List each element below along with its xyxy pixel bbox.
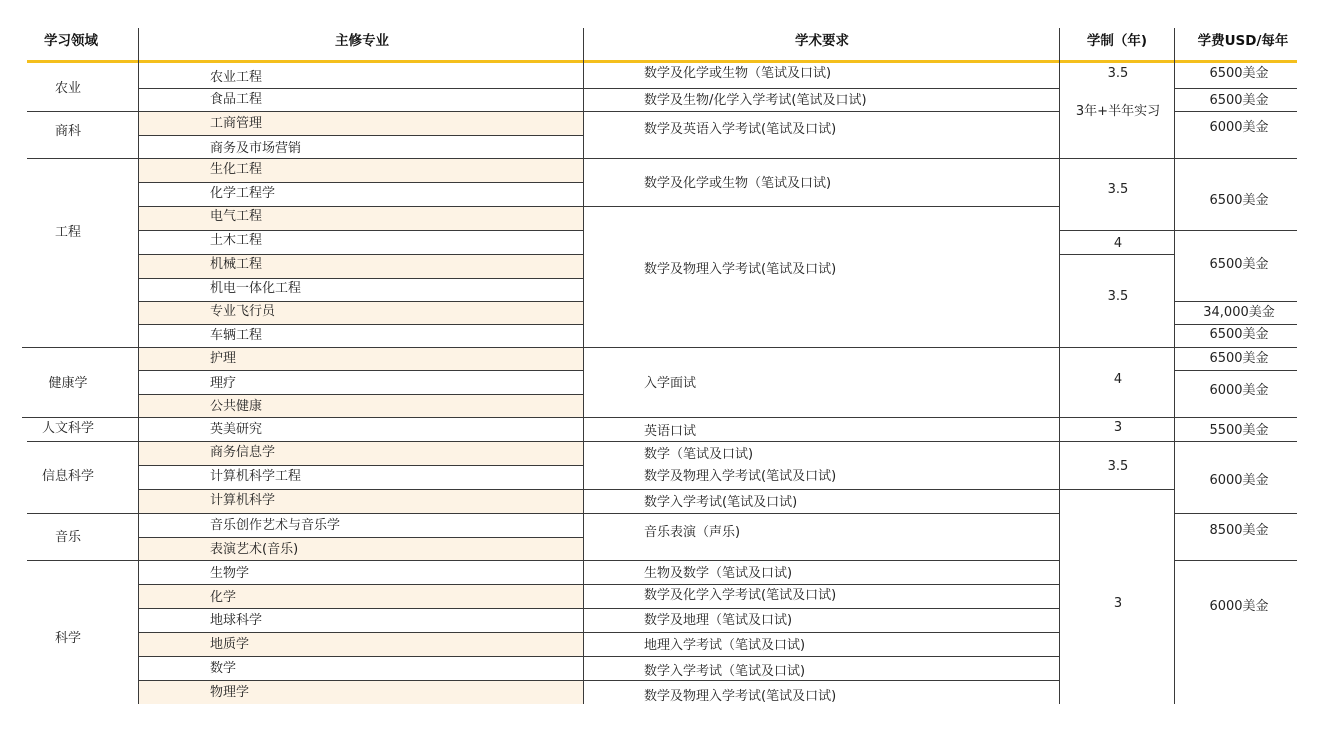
- fee-cell: 6500美金: [1209, 327, 1269, 342]
- row-divider: [1174, 513, 1297, 514]
- row-divider: [138, 632, 1059, 633]
- duration-cell: 3: [1113, 420, 1123, 435]
- fee-cell: 8500美金: [1209, 523, 1269, 538]
- duration-cell: 3.5: [1107, 459, 1129, 474]
- shaded-row: [139, 302, 583, 324]
- row-divider: [1174, 301, 1297, 302]
- requirement-cell: 数学及化学入学考试(笔试及口试): [644, 588, 837, 603]
- field-cell: 健康学: [48, 376, 88, 391]
- requirement-cell: 数学及生物/化学入学考试(笔试及口试): [644, 93, 867, 108]
- major-cell: 化学: [210, 590, 237, 605]
- row-divider: [138, 465, 583, 466]
- shaded-row: [139, 207, 583, 230]
- header-field: 学习领域: [44, 33, 98, 49]
- requirement-cell: 数学及物理入学考试(笔试及口试): [644, 469, 837, 484]
- requirement-cell: 音乐表演（声乐): [644, 525, 741, 540]
- fee-cell: 6500美金: [1209, 66, 1269, 81]
- header-major: 主修专业: [335, 33, 389, 49]
- major-cell: 公共健康: [210, 399, 263, 414]
- major-cell: 计算机科学: [210, 493, 276, 508]
- requirement-cell: 生物及数学（笔试及口试): [644, 566, 793, 581]
- row-divider: [138, 608, 1059, 609]
- row-divider: [1059, 254, 1174, 255]
- row-divider: [138, 324, 583, 325]
- field-cell: 工程: [54, 225, 82, 240]
- fee-cell: 6500美金: [1209, 193, 1269, 208]
- fee-cell: 6000美金: [1209, 599, 1269, 614]
- row-divider: [138, 584, 1059, 585]
- row-divider: [138, 489, 1174, 490]
- major-cell: 表演艺术(音乐): [210, 542, 299, 557]
- row-divider: [138, 656, 1059, 657]
- header-duration: 学制（年): [1086, 33, 1148, 49]
- major-cell: 物理学: [210, 685, 250, 700]
- row-divider: [22, 347, 1297, 348]
- field-cell: 科学: [54, 631, 82, 646]
- row-divider: [138, 394, 583, 395]
- fee-cell: 6500美金: [1209, 351, 1269, 366]
- major-cell: 农业工程: [210, 70, 263, 85]
- shaded-row: [139, 348, 583, 370]
- major-cell: 音乐创作艺术与音乐学: [210, 518, 341, 533]
- row-divider: [138, 206, 1059, 207]
- column-divider: [138, 28, 139, 704]
- column-divider: [1174, 28, 1175, 704]
- major-cell: 商务信息学: [210, 445, 276, 460]
- row-divider: [27, 158, 1297, 159]
- duration-cell: 3.5: [1107, 289, 1129, 304]
- major-cell: 食品工程: [210, 92, 263, 107]
- field-cell: 人文科学: [41, 421, 95, 436]
- shaded-row: [139, 490, 583, 513]
- row-divider: [138, 88, 1059, 89]
- field-cell: 音乐: [54, 530, 82, 545]
- major-cell: 机械工程: [210, 257, 263, 272]
- row-divider: [138, 537, 583, 538]
- major-cell: 化学工程学: [210, 186, 276, 201]
- header-requirement: 学术要求: [795, 33, 849, 49]
- duration-cell: 3.5: [1107, 66, 1129, 81]
- major-cell: 商务及市场营销: [210, 141, 302, 156]
- row-divider: [138, 370, 583, 371]
- shaded-row: [139, 681, 583, 704]
- major-cell: 计算机科学工程: [210, 469, 302, 484]
- requirement-cell: 数学及化学或生物（笔试及口试): [644, 66, 832, 81]
- fee-cell: 6500美金: [1209, 93, 1269, 108]
- shaded-row: [139, 538, 583, 560]
- duration-cell: 4: [1113, 236, 1123, 251]
- major-cell: 英美研究: [210, 422, 263, 437]
- field-cell: 信息科学: [41, 469, 95, 484]
- fee-cell: 6000美金: [1209, 383, 1269, 398]
- column-divider: [1059, 28, 1060, 704]
- major-cell: 数学: [210, 661, 237, 676]
- requirement-cell: 数学及地理（笔试及口试): [644, 613, 793, 628]
- major-cell: 车辆工程: [210, 328, 263, 343]
- row-divider: [1174, 370, 1297, 371]
- major-cell: 护理: [210, 351, 237, 366]
- requirement-cell: 地理入学考试（笔试及口试): [644, 638, 806, 653]
- row-divider: [138, 278, 583, 279]
- major-cell: 机电一体化工程: [210, 281, 302, 296]
- row-divider: [1174, 324, 1297, 325]
- major-cell: 地质学: [210, 637, 250, 652]
- requirement-cell: 英语口试: [644, 424, 697, 439]
- row-divider: [27, 513, 1059, 514]
- major-cell: 工商管理: [210, 116, 263, 131]
- requirement-cell: 数学及化学或生物（笔试及口试): [644, 176, 832, 191]
- duration-cell: 3: [1113, 596, 1123, 611]
- duration-cell: 4: [1113, 372, 1123, 387]
- row-divider: [138, 301, 583, 302]
- column-divider: [583, 28, 584, 704]
- major-cell: 土木工程: [210, 233, 263, 248]
- shaded-row: [139, 585, 583, 608]
- requirement-cell: 数学入学考试(笔试及口试): [644, 495, 798, 510]
- fee-cell: 5500美金: [1209, 423, 1269, 438]
- field-cell: 农业: [54, 81, 82, 96]
- shaded-row: [139, 442, 583, 465]
- row-divider: [27, 111, 1059, 112]
- shaded-row: [139, 112, 583, 135]
- major-cell: 电气工程: [210, 209, 263, 224]
- row-divider: [22, 417, 1297, 418]
- requirement-cell: 入学面试: [644, 376, 697, 391]
- duration-cell: 3年+半年实习: [1075, 104, 1161, 119]
- header-rule: [27, 60, 1297, 63]
- shaded-row: [139, 159, 583, 182]
- shaded-row: [139, 633, 583, 656]
- field-cell: 商科: [54, 124, 82, 139]
- row-divider: [138, 680, 1059, 681]
- requirement-cell: 数学及英语入学考试(笔试及口试): [644, 122, 837, 137]
- row-divider: [138, 230, 583, 231]
- row-divider: [138, 254, 583, 255]
- shaded-row: [139, 255, 583, 278]
- shaded-row: [139, 395, 583, 417]
- requirement-cell: 数学及物理入学考试(笔试及口试): [644, 689, 837, 704]
- major-cell: 理疗: [210, 376, 237, 391]
- row-divider: [27, 441, 1297, 442]
- fee-cell: 6000美金: [1209, 120, 1269, 135]
- major-cell: 地球科学: [210, 613, 263, 628]
- row-divider: [1059, 230, 1297, 231]
- requirement-cell: 数学及物理入学考试(笔试及口试): [644, 262, 837, 277]
- fee-cell: 34,000美金: [1203, 305, 1275, 320]
- row-divider: [1174, 88, 1297, 89]
- major-cell: 专业飞行员: [210, 304, 276, 319]
- row-divider: [1174, 111, 1297, 112]
- major-cell: 生物学: [210, 566, 250, 581]
- fee-cell: 6000美金: [1209, 473, 1269, 488]
- requirement-cell: 数学（笔试及口试): [644, 447, 754, 462]
- duration-cell: 3.5: [1107, 182, 1129, 197]
- row-divider: [138, 135, 583, 136]
- fee-cell: 6500美金: [1209, 257, 1269, 272]
- row-divider: [138, 182, 583, 183]
- row-divider: [1174, 560, 1297, 561]
- header-fee: 学费USD/每年: [1197, 33, 1289, 49]
- row-divider: [27, 560, 1059, 561]
- requirement-cell: 数学入学考试（笔试及口试): [644, 664, 806, 679]
- major-cell: 生化工程: [210, 162, 263, 177]
